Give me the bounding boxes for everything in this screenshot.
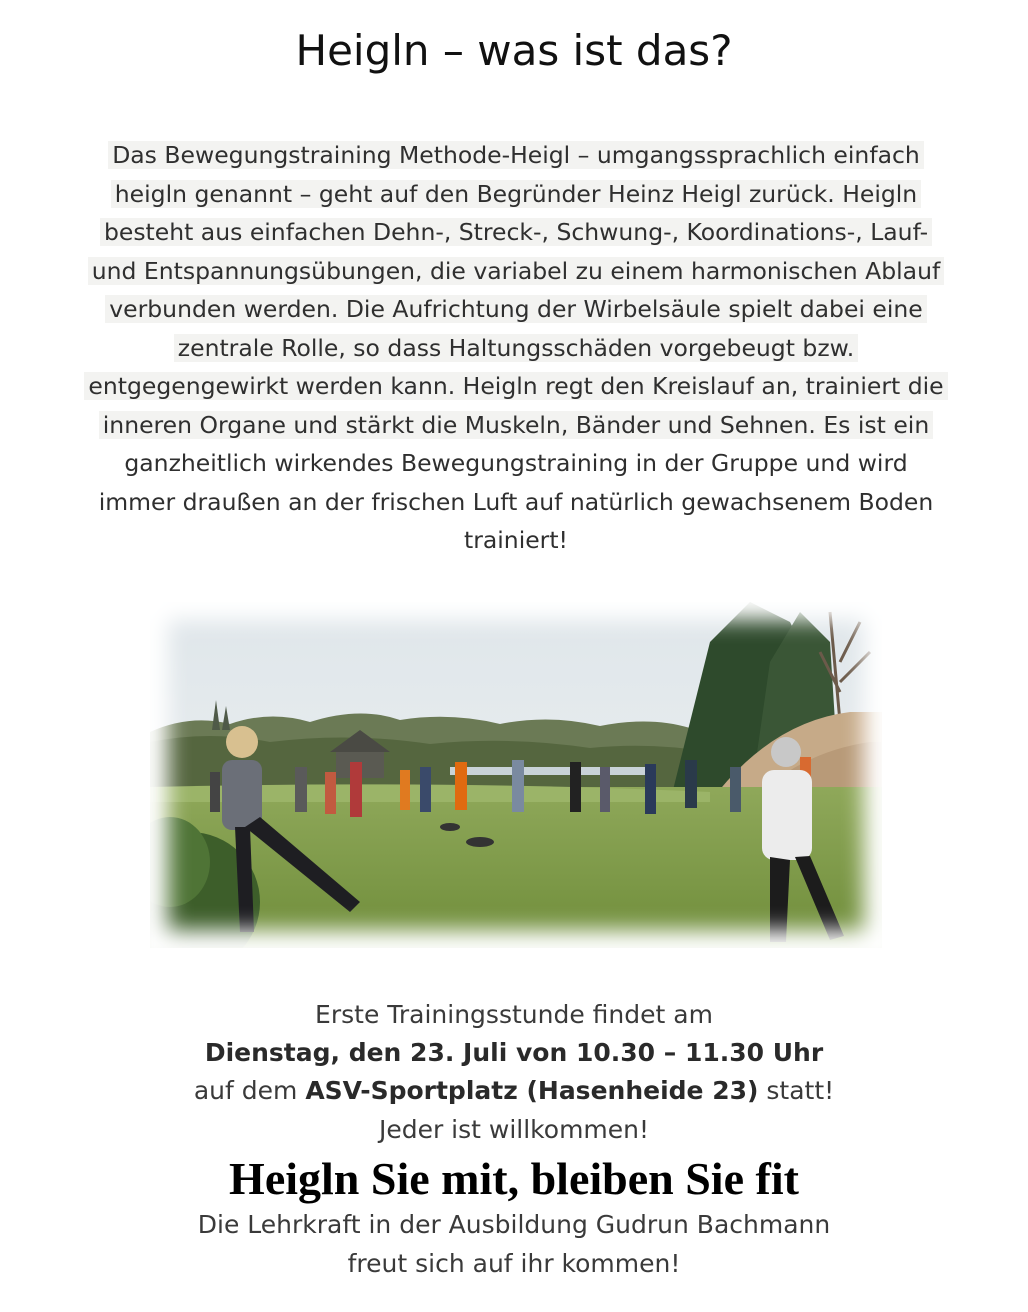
intro-line: Das Bewegungstraining Methode-Heigl – umgangssprachlich einfach [36, 136, 996, 175]
intro-line: ganzheitlich wirkendes Bewegungstraining in der Gruppe und wird [124, 449, 908, 477]
page-title: Heigln – was ist das? [295, 26, 733, 75]
intro-line: besteht aus einfachen Dehn-, Streck-, Schwung-, Koordinations-, Lauf- [36, 213, 996, 252]
intro-line: inneren Organe und stärkt die Muskeln, Bänder und Sehnen. Es ist ein [36, 406, 996, 445]
group-exercise-photo [150, 602, 882, 948]
intro-line: entgegengewirkt werden kann. Heigln regt den Kreislauf an, trainiert die [36, 367, 996, 406]
announcement-date: Dienstag, den 23. Juli von 10.30 – 11.30 Uhr [204, 1038, 824, 1067]
intro-line: trainiert! [464, 526, 568, 554]
intro-line: immer draußen an der frischen Luft auf natürlich gewachsenem Boden [98, 487, 934, 516]
announcement-location: auf dem ASV-Sportplatz (Hasenheide 23) statt! [193, 1076, 835, 1105]
intro-paragraph [36, 136, 996, 560]
intro-line: heigln genannt – geht auf den Begründer Heinz Heigl zurück. Heigln [36, 175, 996, 214]
intro-line: und Entspannungsübungen, die variabel zu einem harmonischen Ablauf [36, 252, 996, 291]
intro-line: verbunden werden. Die Aufrichtung der Wirbelsäule spielt dabei eine [36, 290, 996, 329]
slogan: Heigln Sie mit, bleiben Sie fit [229, 1153, 799, 1204]
intro-line: zentrale Rolle, so dass Haltungsschäden vorgebeugt bzw. [36, 329, 996, 368]
closing-line-2: freut sich auf ihr kommen! [347, 1249, 681, 1278]
announcement-line-1: Erste Trainingsstunde findet am [315, 1000, 713, 1029]
announcement-welcome: Jeder ist willkommen! [378, 1115, 650, 1144]
closing-line-1: Die Lehrkraft in der Ausbildung Gudrun Bachmann [197, 1210, 831, 1239]
